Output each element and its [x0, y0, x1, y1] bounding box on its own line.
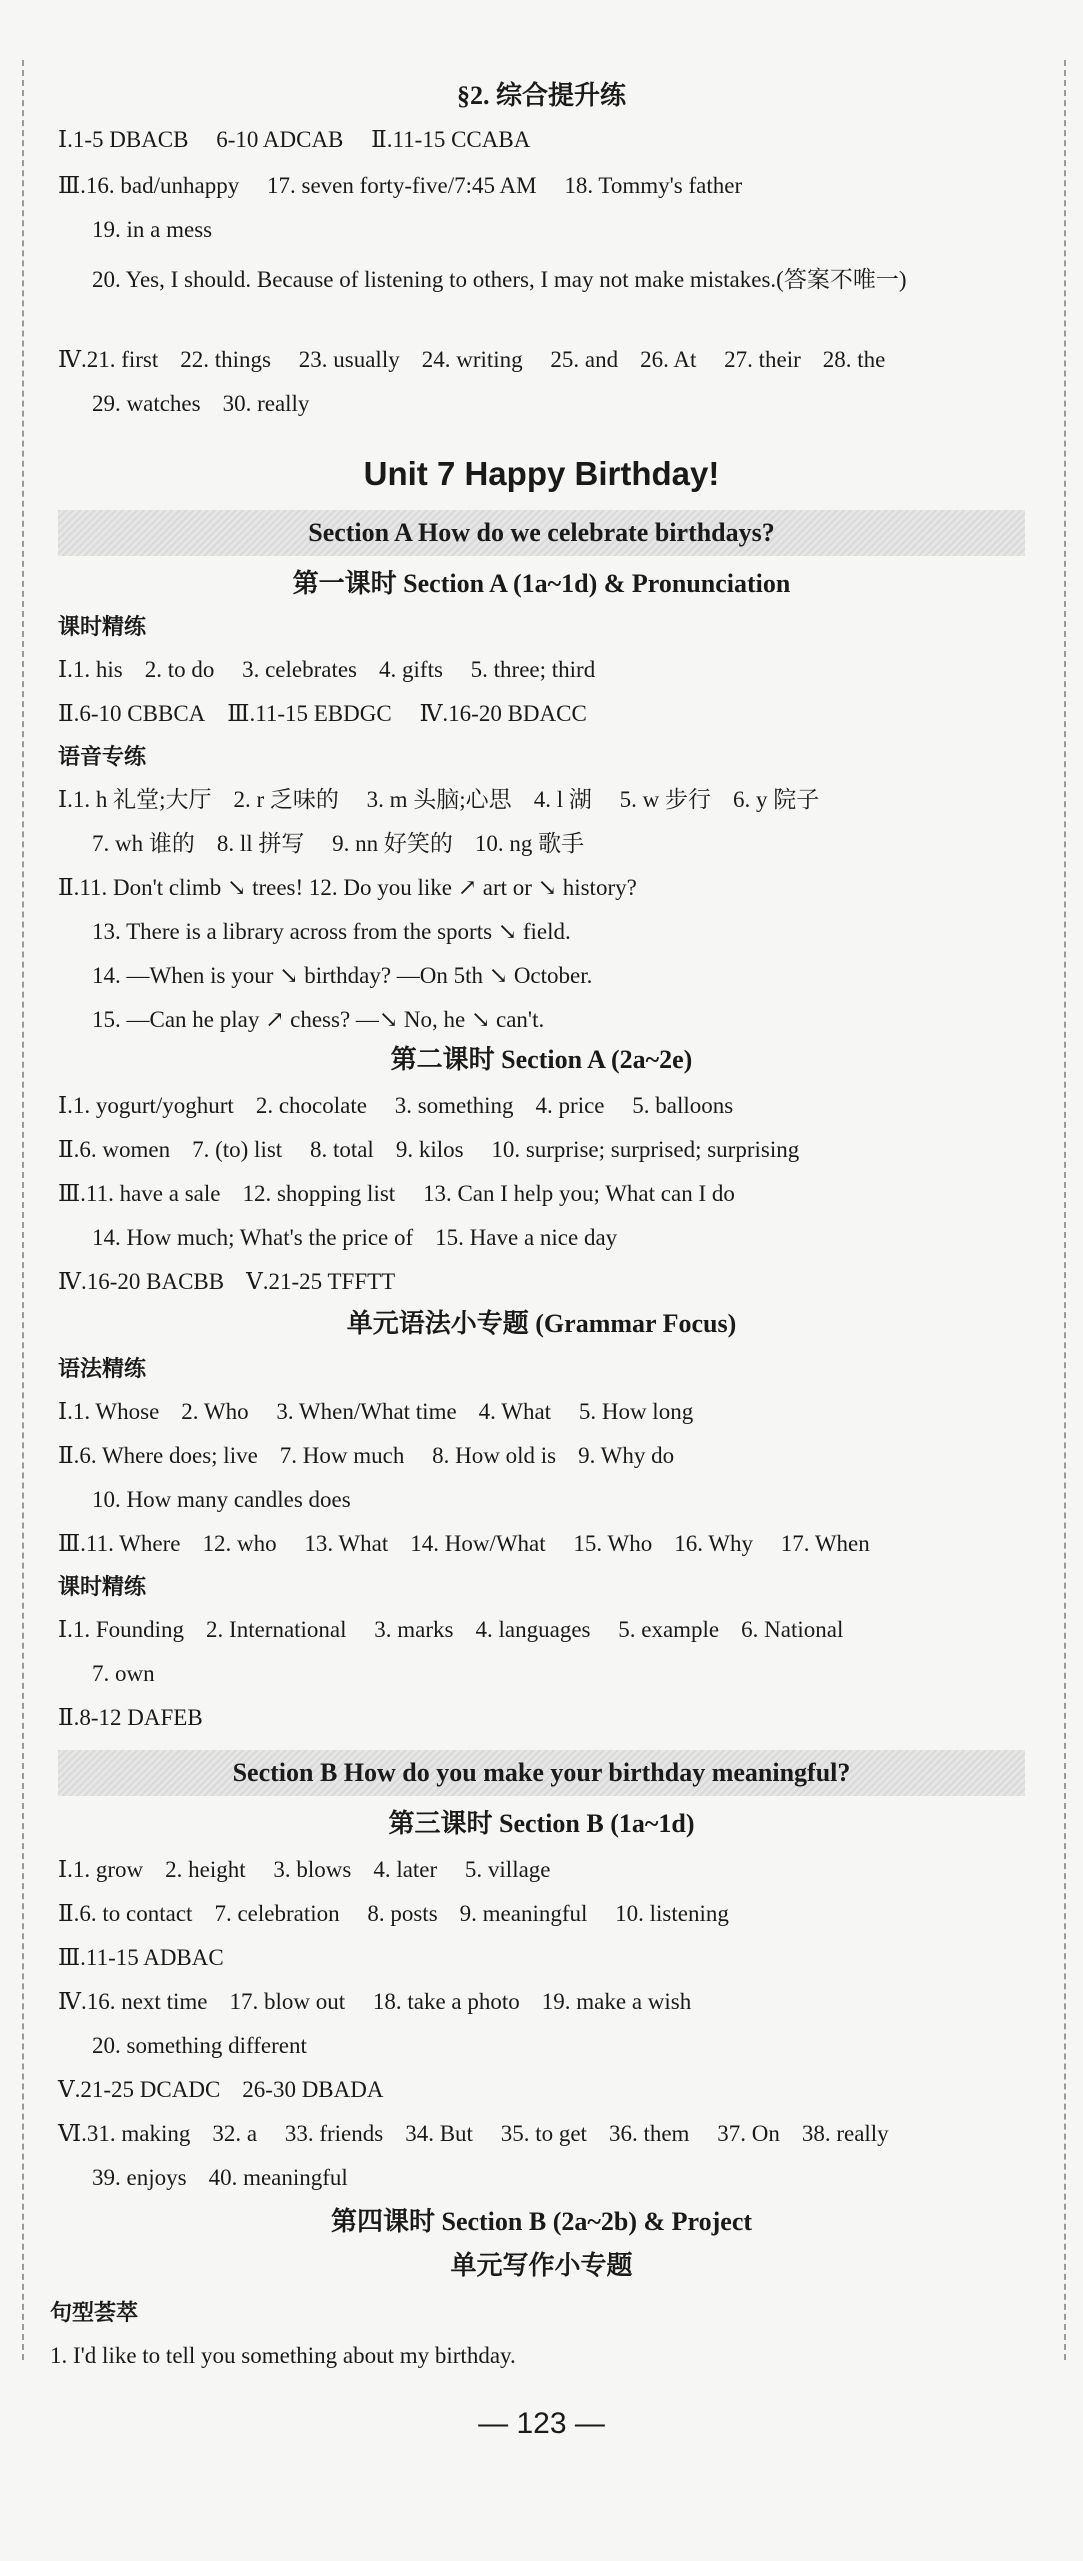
- answer-line: 7. wh 谁的 8. ll 拼写 9. nn 好笑的 10. ng 歌手: [92, 831, 585, 856]
- page-number: — 123 —: [478, 2407, 605, 2440]
- answer-line: Ⅲ.16. bad/unhappy 17. seven forty-five/7:45 AM 18. Tommy's father: [58, 173, 743, 198]
- answer-line: Ⅲ.11-15 ADBAC: [58, 1945, 224, 1970]
- practice-label: 课时精练: [58, 1574, 147, 1599]
- answer-line: Ⅳ.21. first 22. things 23. usually 24. writing 25. and 26. At 27. their 28. the: [58, 347, 886, 372]
- answer-line: 20. something different: [92, 2033, 307, 2058]
- right-margin-dashed-line: [1064, 60, 1066, 2360]
- section-2-title: §2. 综合提升练: [456, 81, 626, 110]
- answer-line: Ⅱ.6. Where does; live 7. How much 8. How old is 9. Why do: [58, 1443, 675, 1468]
- answer-line: 20. Yes, I should. Because of listening to others, I may not make mistakes.(答案不唯一): [92, 267, 907, 292]
- answer-line: Ⅴ.21-25 DCADC 26-30 DBADA: [58, 2077, 384, 2102]
- answer-line: Ⅱ.6. women 7. (to) list 8. total 9. kilos 10. surprise; surprised; surprising: [58, 1137, 800, 1162]
- answer-line: Ⅰ.1. his 2. to do 3. celebrates 4. gifts 5. three; third: [58, 657, 596, 682]
- answer-line: Ⅵ.31. making 32. a 33. friends 34. But 35. to get 36. them 37. On 38. really: [58, 2121, 889, 2146]
- pronunciation-label: 语音专练: [58, 744, 147, 769]
- answer-line: Ⅱ.11. Don't climb ↘ trees! 12. Do you like ↗ art or ↘ history?: [58, 875, 637, 900]
- answer-line: Ⅱ.8-12 DAFEB: [58, 1705, 203, 1730]
- grammar-focus-title: 单元语法小专题 (Grammar Focus): [346, 1309, 737, 1338]
- section-b-band: Section B How do you make your birthday meaningful?: [58, 1750, 1025, 1796]
- answer-line: 29. watches 30. really: [92, 391, 310, 416]
- answer-line: 7. own: [92, 1661, 155, 1686]
- answer-line: Ⅳ.16-20 BACBB Ⅴ.21-25 TFFTT: [58, 1269, 396, 1294]
- answer-line: Ⅱ.6. to contact 7. celebration 8. posts 9. meaningful 10. listening: [58, 1901, 729, 1926]
- left-margin-dashed-line: [22, 60, 24, 2360]
- answer-line: Ⅰ.1. Whose 2. Who 3. When/What time 4. What 5. How long: [58, 1399, 694, 1424]
- answer-line: Ⅰ.1. grow 2. height 3. blows 4. later 5. village: [58, 1857, 551, 1882]
- section-a-band: Section A How do we celebrate birthdays?: [58, 510, 1025, 556]
- answer-line: Ⅱ.6-10 CBBCA Ⅲ.11-15 EBDGC Ⅳ.16-20 BDACC: [58, 701, 587, 726]
- answer-line: Ⅰ.1-5 DBACB 6-10 ADCAB Ⅱ.11-15 CCABA: [58, 127, 531, 152]
- answer-line: Ⅲ.11. have a sale 12. shopping list 13. Can I help you; What can I do: [58, 1181, 735, 1206]
- answer-line: Ⅳ.16. next time 17. blow out 18. take a photo 19. make a wish: [58, 1989, 692, 2014]
- answer-line: 15. —Can he play ↗ chess? —↘ No, he ↘ can't.: [92, 1007, 545, 1032]
- practice-label: 课时精练: [58, 614, 147, 639]
- sentence-patterns-label: 句型荟萃: [50, 2300, 139, 2325]
- answer-line: Ⅰ.1. Founding 2. International 3. marks 4. languages 5. example 6. National: [58, 1617, 844, 1642]
- answer-line: 19. in a mess: [92, 217, 213, 242]
- answer-line: 14. —When is your ↘ birthday? —On 5th ↘ October.: [92, 963, 593, 988]
- lesson-2-title: 第二课时 Section A (2a~2e): [390, 1045, 693, 1074]
- answer-line: 14. How much; What's the price of 15. Have a nice day: [92, 1225, 618, 1250]
- grammar-practice-label: 语法精练: [58, 1356, 147, 1381]
- answer-line: Ⅰ.1. h 礼堂;大厅 2. r 乏味的 3. m 头脑;心思 4. l 湖 5. w 步行 6. y 院子: [58, 787, 820, 812]
- answer-line: Ⅲ.11. Where 12. who 13. What 14. How/What 15. Who 16. Why 17. When: [58, 1531, 870, 1556]
- answer-line: 13. There is a library across from the sports ↘ field.: [92, 919, 571, 944]
- unit-title: Unit 7 Happy Birthday!: [363, 455, 720, 492]
- writing-topic-title: 单元写作小专题: [450, 2251, 633, 2280]
- answer-line: 10. How many candles does: [92, 1487, 351, 1512]
- lesson-4-title: 第四课时 Section B (2a~2b) & Project: [330, 2207, 753, 2236]
- lesson-3-title: 第三课时 Section B (1a~1d): [388, 1809, 695, 1838]
- answer-line: Ⅰ.1. yogurt/yoghurt 2. chocolate 3. something 4. price 5. balloons: [58, 1093, 734, 1118]
- answer-line: 1. I'd like to tell you something about my birthday.: [50, 2343, 516, 2368]
- lesson-1-title: 第一课时 Section A (1a~1d) & Pronunciation: [292, 569, 791, 598]
- answer-line: 39. enjoys 40. meaningful: [92, 2165, 348, 2190]
